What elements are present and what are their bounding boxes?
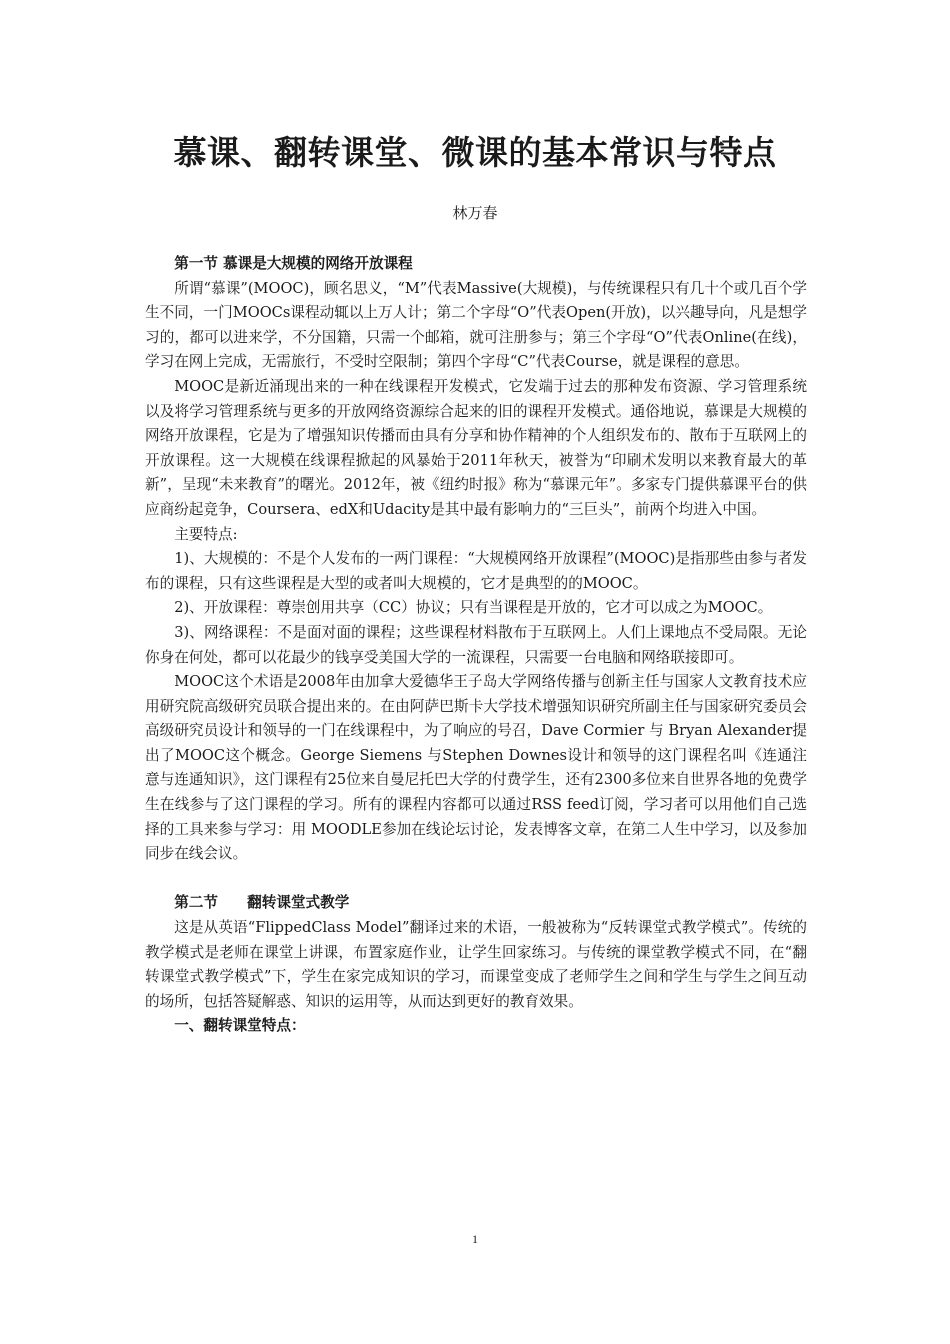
section-1-paragraph: 主要特点:: [174, 525, 238, 543]
section-2-subheading: 一、翻转课堂特点：: [174, 1017, 306, 1035]
section-1-paragraph: MOOC是新近涌现出来的一种在线课程开发模式，它发端于过去的那种发布资源、学习管理系统以及将学习管理系统与更多的开放网络资源综合起来的旧的课程开发模式。通俗地说，慕课是大规模的网络开放课程，它是为了增强知识传播而由具有分享和协作精神的个人组织发布的、散布于互联网上的开放课程。这一大规模在线课程掀起的风暴始于2011年秋天，被誉为“印刷术发明以来教育最大的革新”，呈现“未来教育”的曙光。2012年，被《纽约时报》称为“慕课元年”。多家专门提供慕课平台的供应商纷起竞争，Coursera、edX和Udacity是其中最有影响力的“三巨头”，前两个均进入中国。: [145, 377, 807, 518]
section-1-paragraph: 1)、大规模的：不是个人发布的一两门课程：“大规模网络开放课程”(MOOC)是指那些由参与者发布的课程，只有这些课程是大型的或者叫大规模的，它才是典型的的MOOC。: [145, 550, 807, 592]
section-1-paragraph: 所谓“慕课”(MOOC)，顾名思义，“M”代表Massive(大规模)，与传统课程只有几十个或几百个学生不同，一门MOOCs课程动辄以上万人计；第二个字母“O”代表Open(开放)，以兴趣导向，凡是想学习的，都可以进来学，不分国籍，只需一个邮箱，就可注册参与；第三个字母“O”代表Online(在线)，学习在网上完成，无需旅行，不受时空限制；第四个字母“C”代表Course，就是课程的意思。: [145, 279, 807, 371]
section-1-paragraph: MOOC这个术语是2008年由加拿大爱德华王子岛大学网络传播与创新主任与国家人文教育技术应用研究院高级研究员联合提出来的。在由阿萨巴斯卡大学技术增强知识研究所副主任与国家研究委员会高级研究员设计和领导的一门在线课程中，为了响应的号召，Dave Cormier 与 Bryan Alexander提出了MOOC这个概念。George Siemens 与Stephen Downes设计和领导的这门课程名叫《连通注意与连通知识》，这门课程有25位来自曼尼托巴大学的付费学生，还有2300多位来自世界各地的免费学生在线参与了这门课程的学习。所有的课程内容都可以通过RSS feed订阅，学习者可以用他们自己选择的工具来参与学习：用 MOODLE参加在线论坛讨论，发表博客文章，在第二人生中学习，以及参加同步在线会议。: [145, 673, 807, 863]
section-spacer: [145, 867, 807, 892]
document-title: 慕课、翻转课堂、微课的基本常识与特点: [173, 133, 777, 172]
section-1-paragraph: 2)、开放课程：尊崇创用共享（CC）协议；只有当课程是开放的，它才可以成之为MOOC。: [174, 599, 773, 617]
section-1-heading: 第一节 慕课是大规模的网络开放课程: [174, 255, 413, 272]
section-1-paragraph: 3)、网络课程：不是面对面的课程；这些课程材料散布于互联网上。人们上课地点不受局限。无论你身在何处，都可以花最少的钱享受美国大学的一流课程，只需要一台电脑和网络联接即可。: [145, 623, 807, 666]
page-number: 1: [472, 1232, 478, 1246]
section-2-paragraph: 这是从英语“FlippedClass Model”翻译过来的术语，一般被称为“反转课堂式教学模式”。传统的教学模式是老师在课堂上讲课，布置家庭作业，让学生回家练习。与传统的课堂教学模式不同，在“翻转课堂式教学模式”下，学生在家完成知识的学习，而课堂变成了老师学生之间和学生与学生之间互动的场所，包括答疑解惑、知识的运用等，从而达到更好的教育效果。: [145, 919, 807, 1010]
document-author: 林万春: [452, 204, 498, 222]
document-body: [145, 252, 807, 1039]
section-2-heading: 第二节 翻转课堂式教学: [174, 894, 350, 912]
